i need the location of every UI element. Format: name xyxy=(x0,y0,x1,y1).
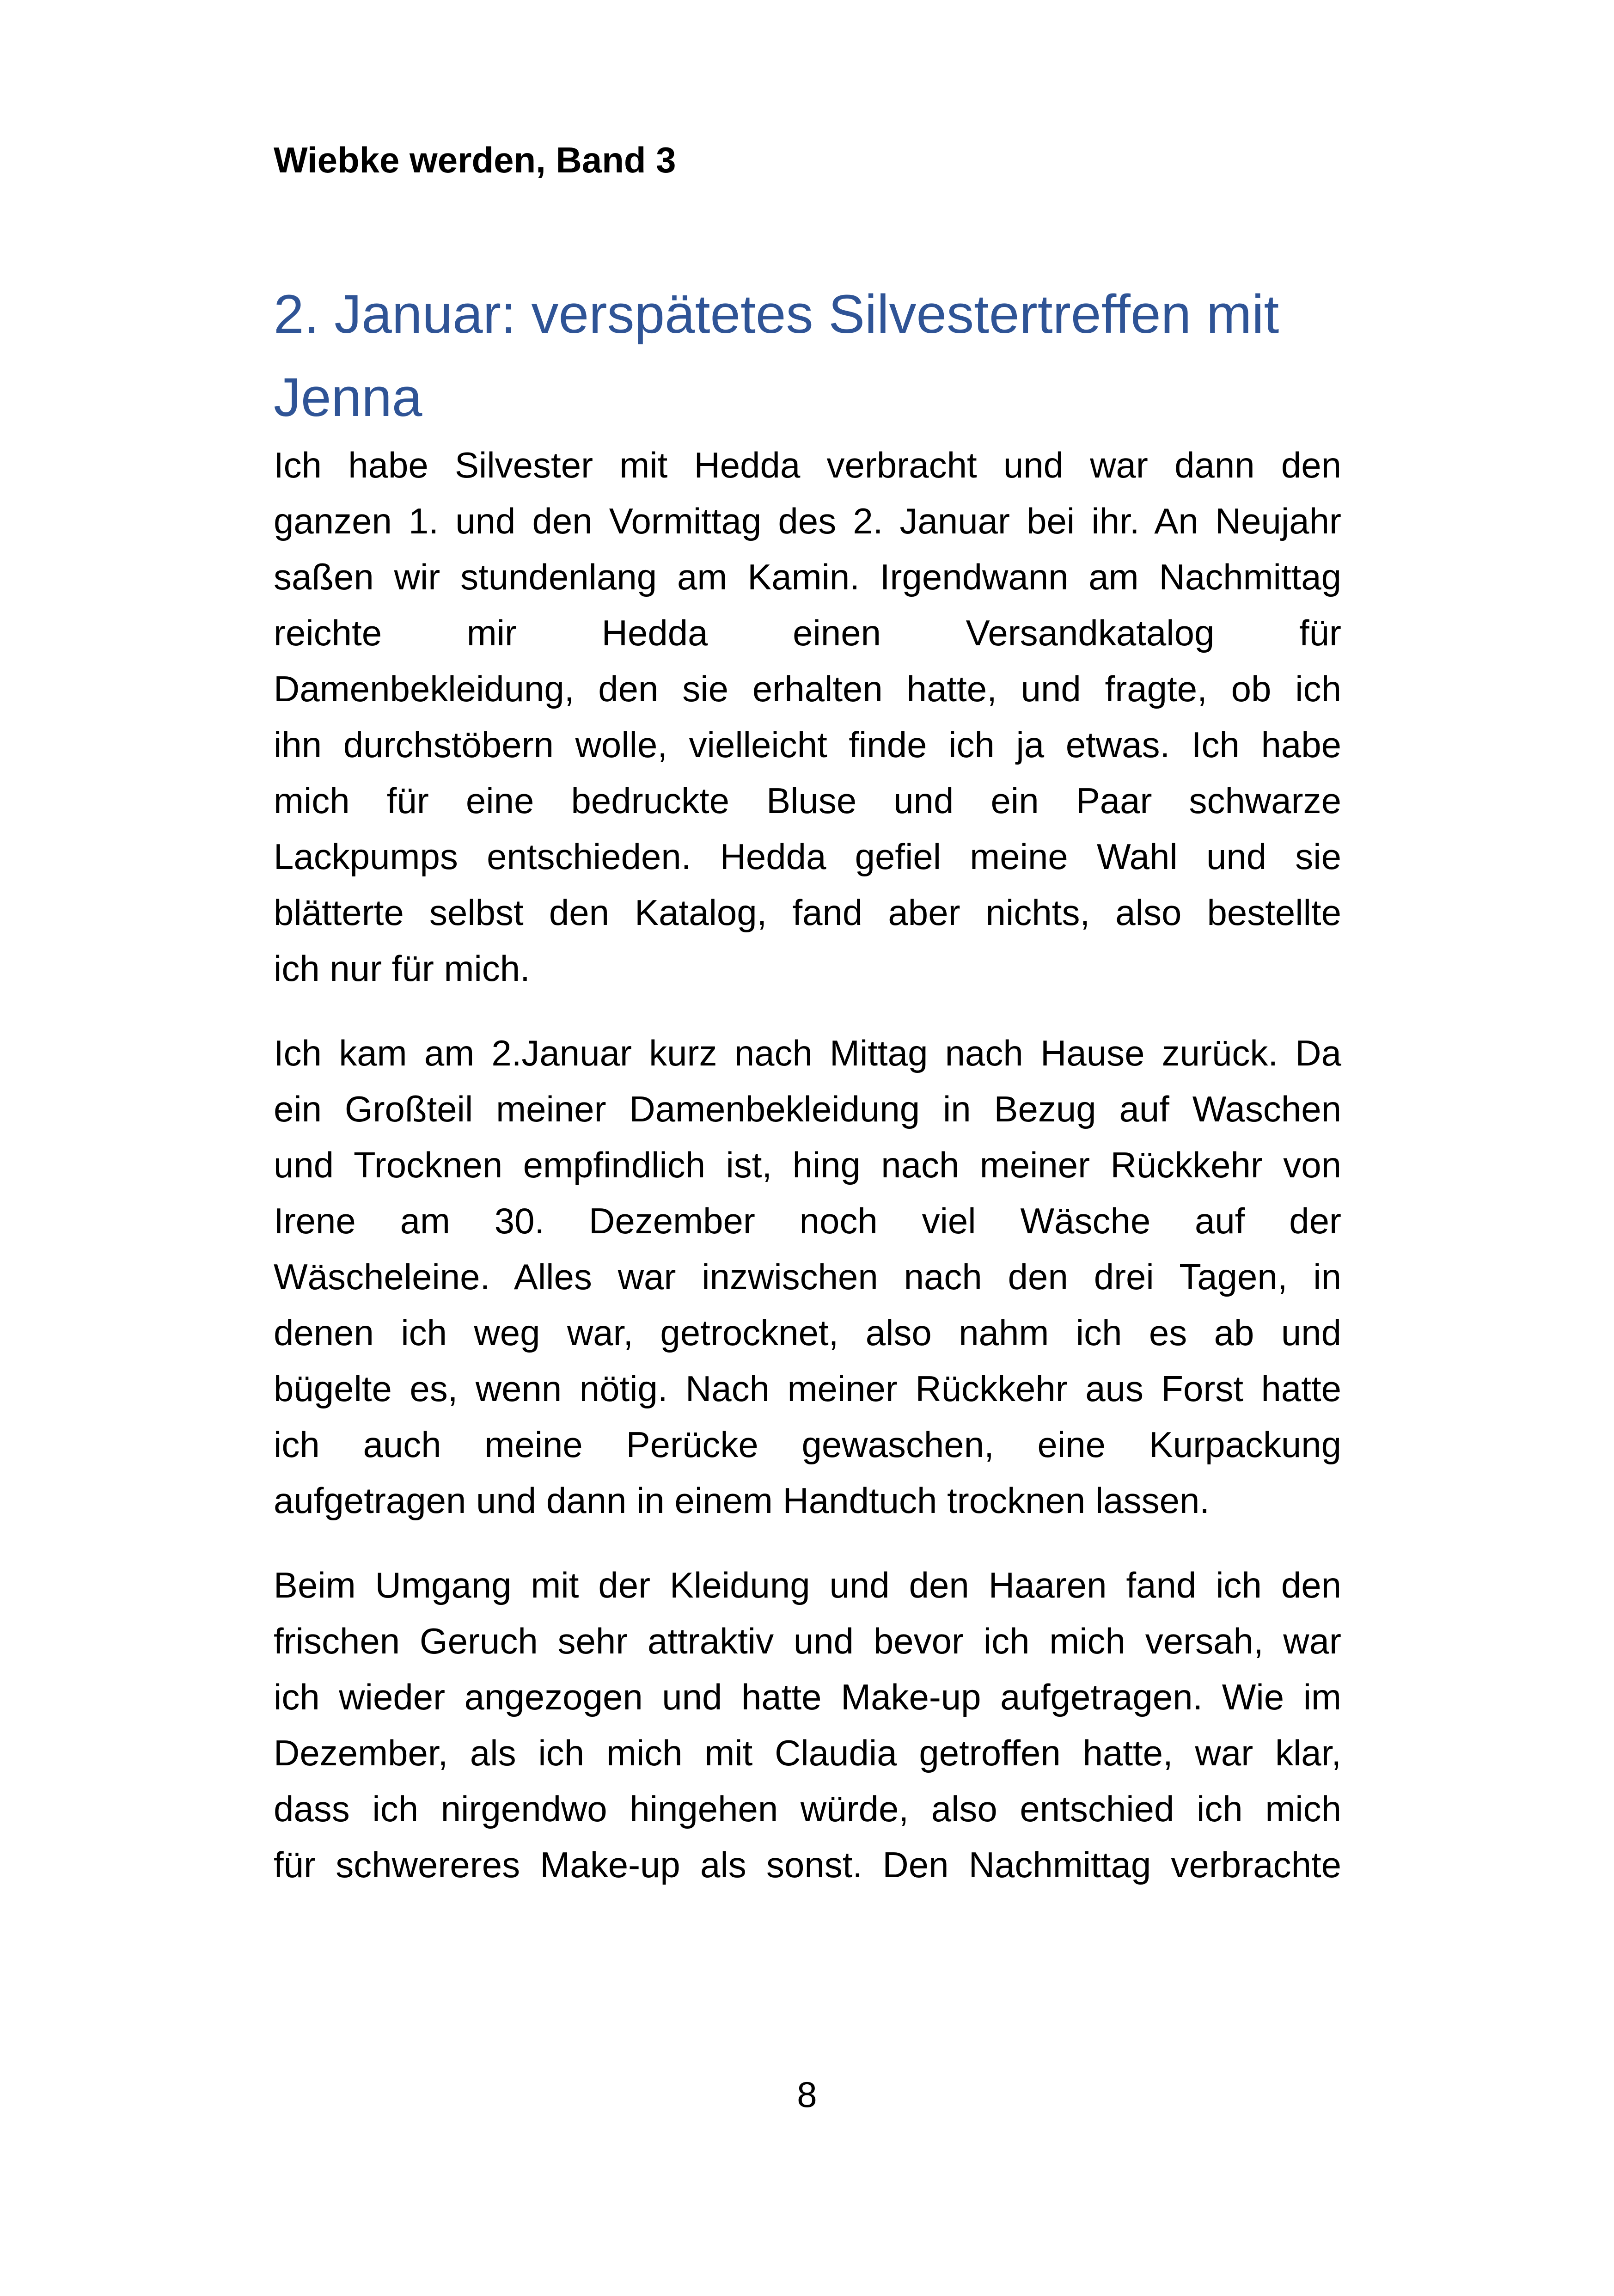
text-line: reichte mir Hedda einen Versandkatalog für xyxy=(274,612,1341,653)
running-header: Wiebke werden, Band 3 xyxy=(274,140,676,180)
text-line: ich auch meine Perücke gewaschen, eine Kurpackung xyxy=(274,1424,1341,1465)
body-text xyxy=(274,437,1341,1922)
text-line: für schwereres Make-up als sonst. Den Nachmittag verbrachte xyxy=(274,1844,1341,1885)
text-line: Lackpumps entschieden. Hedda gefiel meine Wahl und sie xyxy=(274,836,1341,877)
text-line: saßen wir stundenlang am Kamin. Irgendwann am Nachmittag xyxy=(274,557,1341,597)
text-line: ihn durchstöbern wolle, vielleicht finde ich ja etwas. Ich habe xyxy=(274,724,1341,765)
text-line: und Trocknen empfindlich ist, hing nach meiner Rückkehr von xyxy=(274,1145,1341,1185)
chapter-title-line: 2. Januar: verspätetes Silvestertreffen mit xyxy=(274,284,1279,345)
paragraph xyxy=(274,1557,1341,1893)
text-line: Dezember, als ich mich mit Claudia getroffen hatte, war klar, xyxy=(274,1733,1341,1773)
text-line: frischen Geruch sehr attraktiv und bevor ich mich versah, war xyxy=(274,1621,1341,1661)
text-line: denen ich weg war, getrocknet, also nahm ich es ab und xyxy=(274,1312,1341,1353)
paragraph xyxy=(274,437,1341,997)
text-line: blätterte selbst den Katalog, fand aber nichts, also bestellte xyxy=(274,892,1341,933)
text-line: aufgetragen und dann in einem Handtuch trocknen lassen. xyxy=(274,1480,1210,1521)
text-line: bügelte es, wenn nötig. Nach meiner Rückkehr aus Forst hatte xyxy=(274,1368,1341,1409)
text-line: ich nur für mich. xyxy=(274,948,530,989)
page-number: 8 xyxy=(797,2074,817,2115)
paragraph xyxy=(274,1025,1341,1529)
text-line: Wäscheleine. Alles war inzwischen nach den drei Tagen, in xyxy=(274,1256,1341,1297)
text-line: Ich kam am 2.Januar kurz nach Mittag nach Hause zurück. Da xyxy=(274,1033,1341,1073)
chapter-title xyxy=(274,273,1351,439)
text-line: ganzen 1. und den Vormittag des 2. Januar bei ihr. An Neujahr xyxy=(274,501,1341,541)
text-line: mich für eine bedruckte Bluse und ein Paar schwarze xyxy=(274,780,1341,821)
text-line: Beim Umgang mit der Kleidung und den Haaren fand ich den xyxy=(274,1565,1341,1605)
text-line: ich wieder angezogen und hatte Make-up aufgetragen. Wie im xyxy=(274,1677,1341,1717)
text-line: dass ich nirgendwo hingehen würde, also entschied ich mich xyxy=(274,1788,1341,1829)
text-line: ein Großteil meiner Damenbekleidung in Bezug auf Waschen xyxy=(274,1089,1341,1129)
text-line: Ich habe Silvester mit Hedda verbracht und war dann den xyxy=(274,445,1341,485)
chapter-title-line: Jenna xyxy=(274,367,422,428)
text-line: Irene am 30. Dezember noch viel Wäsche auf der xyxy=(274,1200,1341,1241)
text-line: Damenbekleidung, den sie erhalten hatte, und fragte, ob ich xyxy=(274,668,1341,709)
